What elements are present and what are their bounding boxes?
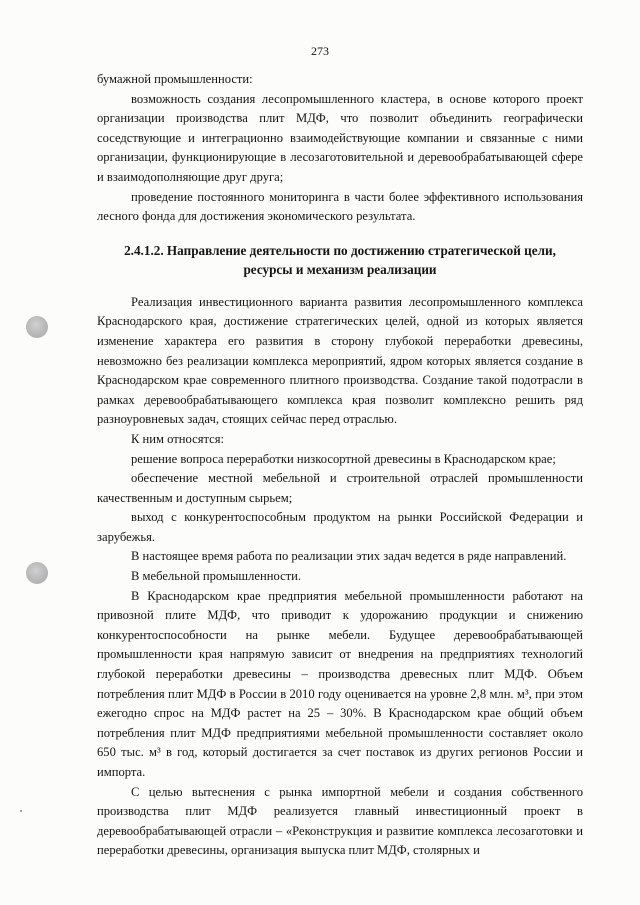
paragraph-2: возможность создания лесопромышленного кластера, в основе которого проект организации производства плит МДФ, что позволит объединить географически соседствующие и интеграционно взаимодействующие компании и связанные с ними организации, функционирующие в лесозаготовительной и деревообрабатывающей сфере и взаимодополняющие друг друга; <box>97 91 583 184</box>
paragraph-7: обеспечение местной мебельной и строительной отраслей промышленности качественным и доступным сырьем; <box>97 471 583 505</box>
paragraph-3: проведение постоянного мониторинга в части более эффективного использования лесного фонда для достижения экономического результата. <box>97 189 583 224</box>
paragraph-4: Реализация инвестиционного варианта развития лесопромышленного комплекса Краснодарского края, достижение стратегических целей, одной из которых является изменение характера его развития в сторону глубокой переработки древесины, невозможно без реализации комплекса мероприятий, ядром которых является создание в Краснодарском крае современного плитного производства. Создание такой подотрасли в рамках деревообрабатывающего комплекса края позволит комплексно решить ряд разноуровневых задач, стоящих сейчас перед отраслью. <box>97 294 583 427</box>
paragraph-1: бумажной промышленности: <box>97 72 253 86</box>
paragraph-12: С целью вытеснения с рынка импортной мебели и создания собственного производства плит МДФ реализуется главный инвестиционный проект в деревообрабатывающей отрасли – «Реконструкция и развитие комплекса лесозаготовки и переработки древесины, организация выпуска плит МДФ, столярных и <box>97 784 583 858</box>
punch-hole-top <box>26 316 48 338</box>
paragraph-10: В мебельной промышленности. <box>131 569 302 584</box>
paragraph-9: В настоящее время работа по реализации этих задач ведется в ряде направлений. <box>131 549 567 564</box>
paragraph-6: решение вопроса переработки низкосортной древесины в Краснодарском крае; <box>131 451 556 466</box>
paragraph-5: К ним относятся: <box>131 431 225 446</box>
section-heading: 2.4.1.2. Направление деятельности по достижению стратегической цели, ресурсы и механизм реализации <box>124 242 556 277</box>
scan-speck <box>20 810 22 812</box>
paragraph-8: выход с конкурентоспособным продуктом на рынки Российской Федерации и зарубежья. <box>97 510 583 544</box>
punch-hole-bottom <box>26 562 48 584</box>
paragraph-11: В Краснодарском крае предприятия мебельной промышленности работают на привозной плите МДФ, что приводит к удорожанию продукции и снижению конкурентоспособности на рынке мебели. Будущее деревообрабатывающей промышленности края напрямую зависит от внедрения на предприятиях технологий глубокой переработки древесины – производства древесных плит МДФ. Объем потребления плит МДФ в России в 2010 году оценивается на уровне 2,8 млн. м³, при этом ежегодно спрос на МДФ растет на 25 – 30%. В Краснодарском крае общий объем потребления плит МДФ предприятиями мебельной промышленности составляет около 650 тыс. м³ в год, который достигается за счет поставок из других регионов России и импорта. <box>97 588 583 779</box>
page-number: 273 <box>311 44 329 58</box>
body-text <box>97 70 583 861</box>
